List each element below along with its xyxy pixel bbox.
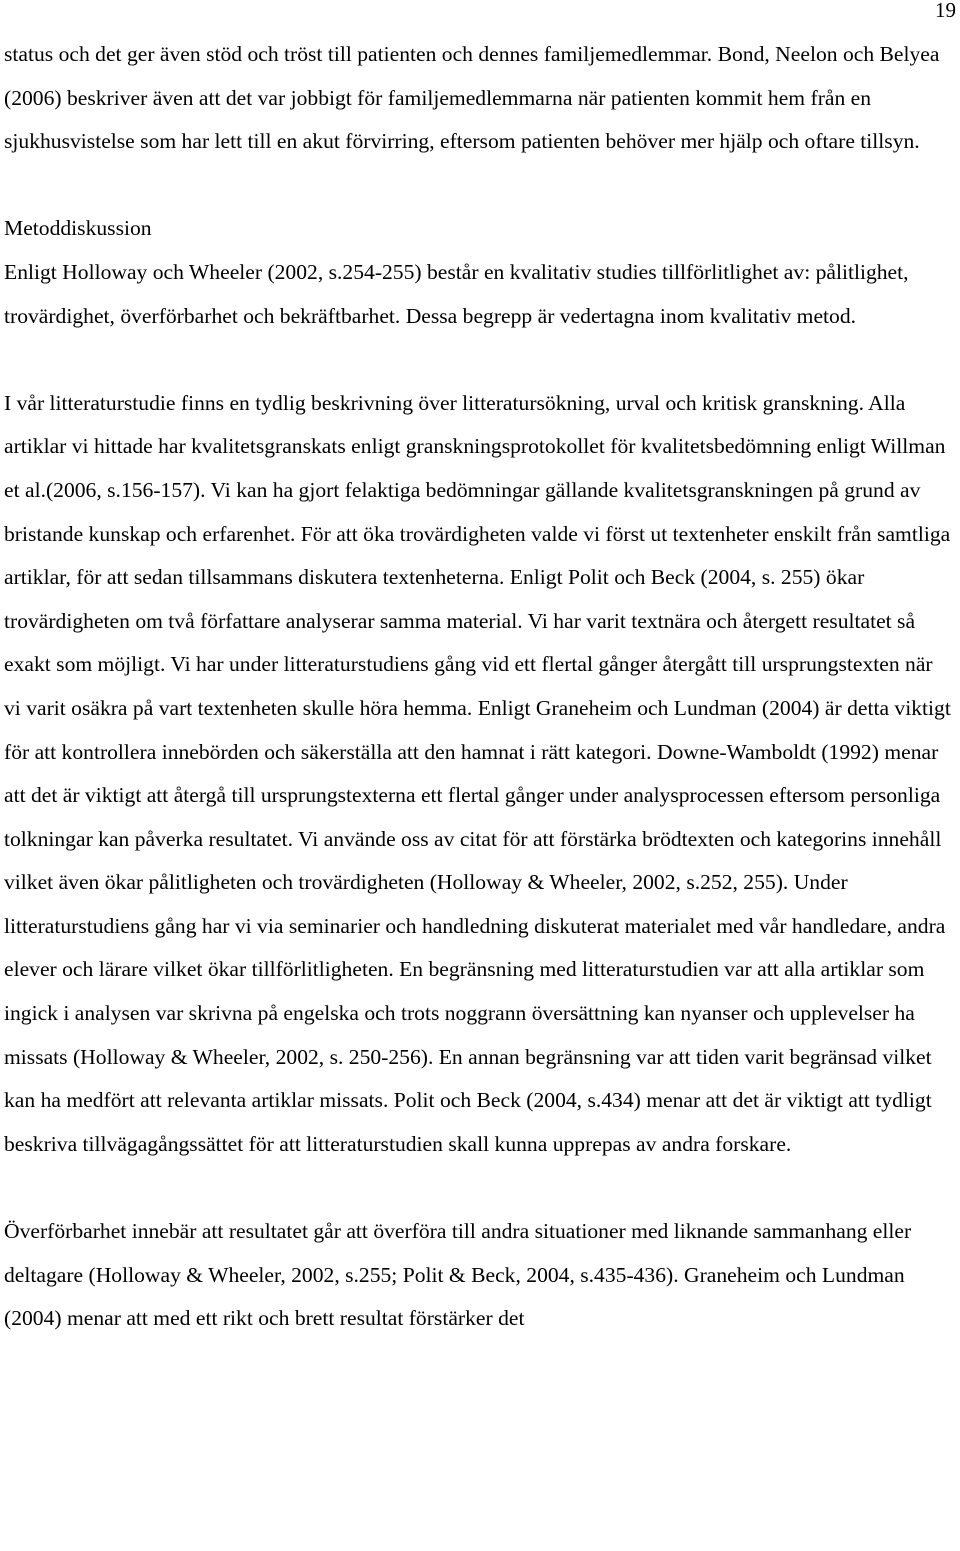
paragraph-family-burden: status och det ger även stöd och tröst till patienten och dennes familjemedlemmar. Bond, Neelon och Belyea (2006) beskriver även att det var jobbigt för familjemedlemmarna när patienten kommit hem från en sjukhusvistelse som har lett till en akut förvirring, eftersom patienten behöver mer hjälp och oftare tillsyn. (4, 42, 940, 154)
paragraph-transferability: Överförbarhet innebär att resultatet går att överföra till andra situationer med liknande sammanhang eller deltagare (Holloway & Wheeler, 2002, s.255; Polit & Beck, 2004, s.435-436). Graneheim och Lundman (2004) menar att med ett rikt och brett resultat förstärker det (4, 1219, 912, 1331)
paragraph-spacer (4, 164, 954, 208)
paragraph-method-discussion: I vår litteraturstudie finns en tydlig beskrivning över litteratursökning, urval och kritisk granskning. Alla artiklar vi hittade har kvalitetsgranskats enligt granskningsprotokollet för kvalitetsbedömning enligt Willman et al.(2006, s.156-157). Vi kan ha gjort felaktiga bedömningar gällande kvalitetsgranskningen på grund av bristande kunskap och erfarenhet. För att öka trovärdigheten valde vi först ut textenheter enskilt från samtliga artiklar, för att sedan tillsammans diskutera textenheterna. Enligt Polit och Beck (2004, s. 255) ökar trovärdigheten om två författare analyserar samma material. Vi har varit textnära och återgett resultatet så exakt som möjligt. Vi har under litteraturstudiens gång vid ett flertal gånger återgått till ursprungstexten när vi varit osäkra på vart textenheten skulle höra hemma. Enligt Graneheim och Lundman (2004) är detta viktigt för att kontrollera innebörden och säkerställa att den hamnat i rätt kategori. Downe-Wamboldt (1992) menar att det är viktigt att återgå till ursprungstexterna ett flertal gånger under analysprocessen eftersom personliga tolkningar kan påverka resultatet. Vi använde oss av citat för att förstärka brödtexten och kategorins innehåll vilket även ökar pålitligheten och trovärdigheten (Holloway & Wheeler, 2002, s.252, 255). Under litteraturstudiens gång har vi via seminarier och handledning diskuterat materialet med vår handledare, andra elever och lärare vilket ökar tillförlitligheten. En begränsning med litteraturstudien var att alla artiklar som ingick i analysen var skrivna på engelska och trots noggrann översättning kan nyanser och upplevelser ha missats (Holloway & Wheeler, 2002, s. 250-256). En annan begränsning var att tiden varit begränsad vilket kan ha medfört att relevanta artiklar missats. Polit och Beck (2004, s.434) menar att det är viktigt att tydligt beskriva tillvägagångssättet för att litteraturstudien skall kunna upprepas av andra forskare. (4, 390, 951, 1156)
paragraph-spacer (4, 338, 954, 382)
paragraph-spacer (4, 1166, 954, 1210)
paragraph-trustworthiness-criteria: Enligt Holloway och Wheeler (2002, s.254-255) består en kvalitativ studies tillförlitlighet av: pålitlighet, trovärdighet, överförbarhet och bekräftbarhet. Dessa begrepp är vedertagna inom kvalitativ metod. (4, 259, 909, 328)
document-page (4, 33, 954, 1341)
page-number: 19 (935, 0, 956, 22)
section-heading-metoddiskussion: Metoddiskussion (4, 216, 152, 241)
